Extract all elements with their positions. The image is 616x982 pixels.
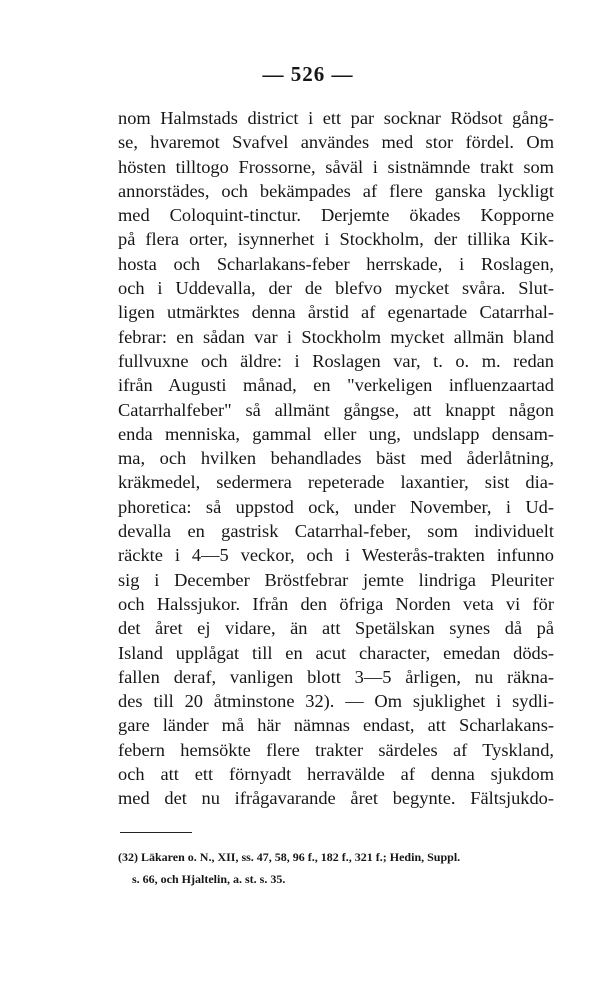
text-line: enda menniska, gammal eller ung, undslapp densam- [118, 423, 554, 444]
text-line: Catarrhalfeber" så allmänt gångse, att knappt någon [118, 399, 554, 420]
footnote-divider [120, 832, 192, 833]
text-line: gare länder må här nämnas endast, att Scharlakans- [118, 715, 554, 736]
text-line: se, hvaremot Svafvel användes med stor fördel. Om [118, 132, 554, 153]
text-line: och i Uddevalla, der de blefvo mycket svåra. Slut- [118, 278, 554, 299]
text-line: fallen deraf, vanligen blott 3—5 årligen, nu räkna- [118, 666, 554, 687]
text-line: ifrån Augusti månad, en "verkeligen influenzaartad [118, 375, 554, 396]
body-text [118, 106, 554, 811]
text-line: kräkmedel, sedermera repeterade laxantier, sist dia- [118, 472, 554, 493]
text-line: ma, och hvilken behandlades bäst med åderlåtning, [118, 448, 554, 469]
text-line: annorstädes, och bekämpades af flere ganska lyckligt [118, 180, 554, 201]
text-line: på flera orter, isynnerhet i Stockholm, der tillika Kik- [118, 229, 554, 250]
footnote-line: (32) Läkaren o. N., XII, ss. 47, 58, 96 f., 182 f., 321 f.; Hedin, Suppl. [118, 850, 461, 864]
text-line: med Coloquint-tinctur. Derjemte ökades Kopporne [118, 205, 554, 226]
text-line: des till 20 åtminstone 32). — Om sjuklighet i sydli- [118, 691, 554, 712]
page-number: — 526 — [262, 62, 354, 86]
text-line: fullvuxne och äldre: i Roslagen var, t. o. m. redan [118, 350, 554, 371]
text-line: sig i December Bröstfebrar jemte lindriga Pleuriter [118, 569, 554, 590]
text-line: devalla en gastrisk Catarrhal-feber, som individuelt [118, 521, 554, 542]
text-line: febrar: en sådan var i Stockholm mycket allmän bland [118, 326, 554, 347]
text-line: och Halssjukor. Ifrån den öfriga Norden veta vi för [118, 593, 554, 614]
text-line: ligen utmärktes denna årstid af egenartade Catarrhal- [118, 302, 554, 323]
text-line: febern hemsökte flere trakter särdeles af Tyskland, [118, 739, 554, 760]
text-line: räckte i 4—5 veckor, och i Westerås-trakten infunno [118, 545, 554, 566]
text-line: det året ej vidare, än att Spetälskan synes då på [118, 618, 554, 639]
text-line: och att ett förnyadt herravälde af denna sjukdom [118, 764, 554, 785]
text-line: Island upplågat till en acut character, emedan döds- [118, 642, 554, 663]
footnote [118, 846, 554, 890]
text-line: phoretica: så uppstod ock, under November, i Ud- [118, 496, 554, 517]
text-line: hösten tilltogo Frossorne, såväl i sistnämnde trakt som [118, 156, 554, 177]
text-line: med det nu ifrågavarande året begynte. Fältsjukdo- [118, 788, 554, 809]
footnote-line: s. 66, och Hjaltelin, a. st. s. 35. [132, 872, 286, 886]
text-line: hosta och Scharlakans-feber herrskade, i Roslagen, [118, 253, 554, 274]
text-line: nom Halmstads district i ett par socknar Rödsot gång- [118, 108, 554, 128]
